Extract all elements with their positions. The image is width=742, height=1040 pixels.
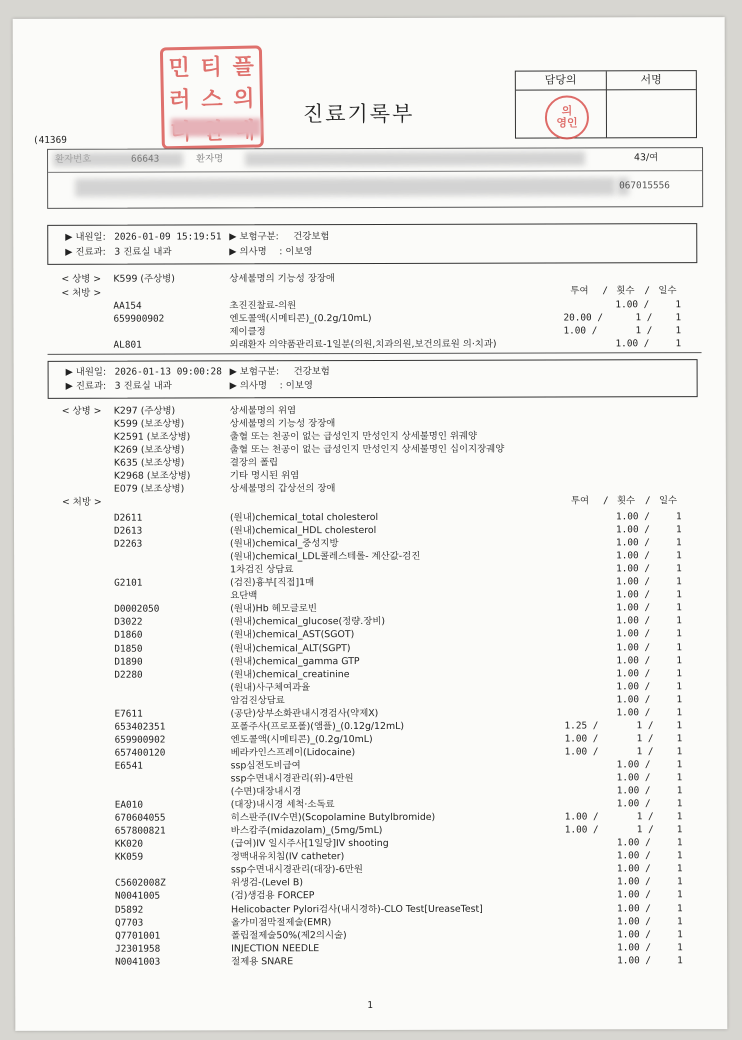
order-description: (원내)chemical_AST(SGOT) bbox=[230, 629, 355, 641]
order-times: 1.00 / bbox=[617, 915, 651, 927]
order-days: 1 bbox=[676, 537, 682, 549]
order-days: 1 bbox=[676, 524, 682, 536]
order-code: D2263 bbox=[114, 538, 143, 550]
order-times: 1 / bbox=[636, 746, 654, 758]
order-times: 1 / bbox=[635, 312, 653, 324]
order-description: 바스캄주(midazolam)_(5mg/5mL) bbox=[230, 825, 383, 837]
diagnosis-name: 상세불명의 기능성 장장애 bbox=[229, 418, 336, 430]
order-times: 1 / bbox=[636, 811, 654, 823]
document-title: 진료기록부 bbox=[302, 101, 415, 127]
order-times: 1.00 / bbox=[616, 537, 650, 549]
diagnosis-name: 상세불명의 기능성 장장애 bbox=[229, 273, 335, 285]
diagnosis-code: K2591 (보조상병) bbox=[113, 431, 191, 443]
order-times: 1.00 / bbox=[616, 876, 651, 888]
order-description: (검)생검용 FORCEP bbox=[230, 890, 315, 902]
order-code: D0002050 bbox=[114, 603, 160, 616]
order-dose: 1.00 / bbox=[563, 325, 598, 337]
visit-2-date: 2026-01-13 09:00:28 bbox=[114, 366, 222, 378]
order-description: (공단)상부소화관내시경검사(약제X) bbox=[230, 707, 379, 720]
order-code: G2101 bbox=[114, 577, 143, 589]
order-times: 1.00 / bbox=[616, 902, 651, 914]
order-code: D2613 bbox=[114, 525, 143, 537]
order-days: 1 bbox=[676, 733, 683, 745]
order-times: 1.00 / bbox=[616, 654, 651, 666]
patient-number-label: 환자번호 bbox=[55, 153, 92, 165]
order-days: 1 bbox=[676, 667, 683, 679]
order-description: 올가미점막절제술(EMR) bbox=[231, 916, 332, 928]
order-description: 위생검-(Level B) bbox=[230, 877, 303, 889]
order-days: 1 bbox=[675, 325, 682, 337]
order-days: 1 bbox=[676, 641, 682, 653]
order-times: 1.00 / bbox=[617, 928, 651, 940]
order-description: (원내)chemical_gamma GTP bbox=[230, 655, 360, 667]
order-description: 히스판주(IV수면)(Scopolamine Butylbromide) bbox=[230, 811, 436, 824]
visit-2-doctor: : 이보영 bbox=[279, 380, 313, 392]
order-code: J2301958 bbox=[115, 943, 161, 955]
order-times: 1.00 / bbox=[617, 941, 651, 953]
order-description: (원내)사구체여과율 bbox=[230, 681, 311, 694]
diagnosis-code: K635 (보조상병) bbox=[113, 457, 185, 469]
order-description: 제이클정 bbox=[229, 326, 266, 338]
order-times: 1.00 / bbox=[616, 680, 651, 692]
order-code: EA010 bbox=[114, 799, 143, 811]
order-days: 1 bbox=[676, 563, 682, 575]
order-description: 정맥내유치침(IV catheter) bbox=[230, 851, 345, 863]
order-code: Q7701001 bbox=[115, 930, 161, 942]
order-description: 외래환자 의약품관리료-1일분(의원,치과의원,보건의료원 의·치과) bbox=[229, 338, 497, 351]
order-times: 1.00 / bbox=[615, 511, 650, 523]
order-days: 1 bbox=[676, 824, 683, 836]
clinic-seal-stamp: 민 티 플 러 스 의 bbox=[160, 45, 264, 149]
order-times: 1.00 / bbox=[616, 667, 651, 679]
doctor-seal-stamp: 의 영인 bbox=[545, 95, 589, 139]
order-times: 1.00 / bbox=[615, 299, 650, 311]
order-days: 1 bbox=[676, 889, 683, 901]
signature-box bbox=[515, 70, 697, 138]
order-description: (원내)chemical_total cholesterol bbox=[229, 511, 379, 524]
order-code: D1890 bbox=[114, 656, 143, 668]
order-times: 1 / bbox=[635, 325, 653, 337]
order-days: 1 bbox=[676, 876, 683, 888]
order-description: (원내)chemical_glucose(정량.장비) bbox=[230, 616, 386, 628]
order-times: 1 / bbox=[636, 733, 654, 745]
order-code: E6541 bbox=[114, 760, 143, 772]
order-days: 1 bbox=[676, 837, 683, 849]
order-times: 1.00 / bbox=[616, 524, 650, 536]
order-code: E7611 bbox=[114, 708, 143, 720]
order-times: 1.00 / bbox=[616, 550, 650, 562]
order-code: D1860 bbox=[114, 630, 143, 642]
visit-1-doctor: : 이보영 bbox=[279, 246, 313, 258]
order-days: 1 bbox=[676, 759, 683, 771]
order-days: 1 bbox=[676, 863, 683, 875]
order-days: 1 bbox=[676, 550, 682, 562]
patient-age-sex: 43/여 bbox=[634, 152, 659, 164]
order-days: 1 bbox=[676, 706, 683, 718]
order-dose: 1.00 / bbox=[564, 733, 599, 745]
order-description: 폴립절제술50%(제2의시술) bbox=[231, 929, 347, 941]
order-description: 절제용 SNARE bbox=[231, 955, 294, 968]
patient-phone: 067015556 bbox=[619, 180, 670, 192]
order-days: 1 bbox=[676, 785, 683, 797]
order-times: 1.00 / bbox=[616, 772, 651, 784]
order-dose: 1.00 / bbox=[564, 824, 599, 836]
redacted-block bbox=[171, 118, 261, 136]
order-times: 1.00 / bbox=[616, 602, 651, 614]
order-dose: 1.25 / bbox=[564, 720, 599, 732]
order-times: 1.00 / bbox=[616, 641, 651, 653]
order-description: (대장)내시경 세척·소독료 bbox=[230, 799, 335, 811]
order-times: 1.00 / bbox=[615, 338, 650, 350]
order-code: D3022 bbox=[114, 616, 143, 629]
order-times: 1 / bbox=[636, 824, 654, 836]
diagnosis-code: E079 (보조상병) bbox=[113, 483, 185, 495]
order-code: AA154 bbox=[113, 300, 142, 312]
order-times: 1.00 / bbox=[616, 785, 651, 797]
patient-id-prefix: (41369 bbox=[32, 134, 67, 146]
order-times: 1.00 / bbox=[616, 889, 651, 901]
order-description: (수면)대장내시경 bbox=[230, 786, 302, 798]
visit-1-date: 2026-01-09 15:19:51 bbox=[114, 231, 222, 243]
order-times: 1.00 / bbox=[616, 615, 651, 627]
order-days: 1 bbox=[676, 719, 683, 731]
order-times: 1 / bbox=[636, 720, 654, 732]
patient-number: 66643 bbox=[131, 153, 160, 165]
diagnosis-code: K599 (보조상병) bbox=[113, 418, 185, 430]
order-days: 1 bbox=[676, 902, 683, 914]
order-days: 1 bbox=[676, 576, 682, 588]
order-code: 659900902 bbox=[114, 734, 166, 746]
visit-2-diag-label: < 상병 > bbox=[61, 405, 102, 417]
document-page: 민 티 플 러 스 의 진료기록부 담당의 서명 의 영인 (41369 환자번호 66643 환자명 43/여 067015556 ▶ 내원일: 2026-01-09 15:19:51 ▶ 보험구분: 건강보험 ▶ 진료과: 3 진료실 내과 ▶ 의사명 : 이보영 < 상병 > < 처방 > 투여 / 횟수 / 일수 K599 (주상병) 상세불명의 기능성 장장애 AA154 초진진찰료-의원 1.00 / 1 659900902 엔도콜액(시메티콘)_(0.2g/10mL) 20.00 / 1 / 1 제이클정 1.00 / 1 / 1 AL801 외래환자 의약품관리료-1일분(의원,치과의원,보건의료원 의·치과) 1.00 / 1 ▶ 내원일: 2026-01-13 09:00:28 ▶ 보험구분: 건강보험 ▶ 진료과: 3 진료실 내과 ▶ 의사명 : 이보영 < 상병 > < 처방 > 투여 / 횟수 / 일수 K297 (주상병) 상세불명의 위염 K599 (보조상병) 상세불명의 기능성 장장애 K2591 (보조상병) 출혈 또는 천공이 없는 급성인지 만성인지 상세불명인 위궤양 K269 (보조상병) 출혈 또는 천공이 없는 급성인지 만성인지 상세불명인 십이지장궤양 K635 (보조상병) 결장의 폴립 K2968 (보조상병) 기타 명시된 위염 E079 (보조상병) 상세불명의 갑상선의 장애 D2611 (원내)chemical_total cholesterol 1.00 / 1 D2613 (원내)chemical_HDL cholesterol 1.00 / 1 D2263 (원내)chemical_중성지방 1.00 / 1 (원내)chemical_LDL콜레스테롤- 계산값-검진 1.00 / 1 1차검진 상담료 1.00 / 1 G2101 (검진)흉부[직접]1매 1.00 / 1 요단백 1.00 / 1 D0002050 (원내)Hb 헤모글로빈 1.00 / 1 D3022 (원내)chemical_glucose(정량.장비) 1.00 / 1 D1860 (원내)chemical_AST(SGOT) 1.00 / 1 D1850 (원내)chemical_ALT(SGPT) 1.00 / 1 D1890 (원내)chemical_gamma GTP 1.00 / 1 D2280 (원내)chemical_creatinine 1.00 / 1 (원내)사구체여과율 1.00 / 1 암검진상담료 1.00 / 1 E7611 (공단)상부소화관내시경검사(약제X) 1.00 / 1 653402351 포폴주사(프로포폴)(앰플)_(0.12g/12mL) 1.25 / 1 / 1 659900902 엔도콜액(시메티콘)_(0.2g/10mL) 1.00 / 1 / 1 657400120 베라카인스프레이(Lidocaine) 1.00 / 1 / 1 E6541 ssp심전도비급여 1.00 / 1 ssp수면내시경관리(위)-4만원 1.00 / 1 (수면)대장내시경 1.00 / 1 EA010 (대장)내시경 세척·소독료 1.00 / 1 670604055 히스판주(IV수면)(Scopolamine Butylbromide) 1.00 / 1 / 1 657800821 바스캄주(midazolam)_(5mg/5mL) 1.00 / 1 / 1 KK020 (급여)IV 일시주사[1일당]IV shooting 1.00 / 1 KK059 정맥내유치침(IV catheter) 1.00 / 1 ssp수면내시경관리(대장)-6만원 1.00 / 1 C5602008Z 위생검-(Level B) 1.00 / 1 N0041005 (검)생검용 FORCEP 1.00 / 1 D5892 Helicobacter Pylori검사(내시경하)-CLO Test[UreaseTest] 1.00 / 1 Q7703 올가미점막절제술(EMR) 1.00 / 1 Q7701001 폴립절제술50%(제2의시술) 1.00 / 1 J2301958 INJECTION NEEDLE 1.00 / 1 N0041003 절제용 SNARE 1.00 / 1 1 bbox=[13, 17, 728, 1031]
order-code: 657800821 bbox=[114, 825, 166, 837]
order-description: (원내)Hb 헤모글로빈 bbox=[230, 603, 317, 615]
order-days: 1 bbox=[676, 811, 683, 823]
order-days: 1 bbox=[676, 602, 682, 614]
order-code: Q7703 bbox=[115, 917, 144, 929]
order-description: (원내)chemical_creatinine bbox=[230, 668, 350, 680]
order-code: AL801 bbox=[113, 339, 142, 351]
order-days: 1 bbox=[676, 798, 683, 810]
order-description: (검진)흉부[직접]1매 bbox=[230, 577, 315, 589]
order-code: D2280 bbox=[114, 669, 143, 681]
order-description: ssp심전도비급여 bbox=[230, 760, 301, 772]
order-days: 1 bbox=[676, 589, 682, 601]
order-days: 1 bbox=[677, 941, 683, 953]
order-code: D1850 bbox=[114, 643, 143, 655]
order-times: 1.00 / bbox=[616, 798, 651, 810]
doctor-in-charge-label: 담당의 bbox=[516, 71, 607, 89]
order-days: 1 bbox=[675, 299, 682, 311]
order-code: N0041005 bbox=[114, 890, 161, 903]
order-code: 653402351 bbox=[114, 721, 166, 733]
order-times: 1.00 / bbox=[616, 563, 651, 575]
order-dose: 20.00 / bbox=[563, 312, 603, 324]
order-days: 1 bbox=[677, 928, 683, 940]
order-description: 포폴주사(프로포폴)(앰플)_(0.12g/12mL) bbox=[230, 720, 405, 733]
order-description: 암검진상담료 bbox=[230, 694, 285, 707]
order-days: 1 bbox=[676, 746, 683, 758]
visit-2-dept: 3 진료실 내과 bbox=[114, 380, 172, 392]
order-days: 1 bbox=[676, 680, 683, 692]
order-days: 1 bbox=[676, 615, 682, 627]
order-description: ssp수면내시경관리(대장)-6만원 bbox=[230, 864, 363, 876]
diagnosis-code: K269 (보조상병) bbox=[113, 444, 185, 456]
visit-1-insurance: 건강보험 bbox=[293, 231, 330, 243]
order-description: ssp수면내시경관리(위)-4만원 bbox=[230, 773, 354, 785]
divider bbox=[48, 352, 702, 355]
order-description: (원내)chemical_LDL콜레스테롤- 계산값-검진 bbox=[230, 551, 421, 563]
order-description: 베라카인스프레이(Lidocaine) bbox=[230, 746, 356, 759]
diagnosis-code: K297 (주상병) bbox=[113, 405, 176, 417]
order-days: 1 bbox=[675, 338, 682, 350]
diagnosis-name: 상세불명의 위염 bbox=[229, 405, 297, 417]
order-times: 1.00 / bbox=[617, 954, 652, 967]
order-code: C5602008Z bbox=[114, 877, 166, 890]
order-code: D5892 bbox=[114, 904, 144, 916]
order-days: 1 bbox=[675, 511, 682, 523]
diagnosis-code: K599 (주상병) bbox=[113, 273, 175, 285]
order-days: 1 bbox=[677, 954, 683, 966]
diagnosis-name: 출혈 또는 천공이 없는 급성인지 만성인지 상세불명인 위궤양 bbox=[229, 430, 478, 443]
visit-2-insurance: 건강보험 bbox=[293, 366, 330, 378]
order-times: 1.00 / bbox=[616, 628, 651, 640]
order-description: 요단백 bbox=[230, 590, 258, 602]
diagnosis-name: 기타 명시된 위염 bbox=[229, 470, 300, 482]
order-dose: 1.00 / bbox=[564, 811, 599, 823]
visit-1-dept: 3 진료실 내과 bbox=[114, 246, 172, 258]
order-code: KK059 bbox=[114, 851, 144, 863]
order-code: D2611 bbox=[113, 512, 143, 524]
order-code: KK020 bbox=[114, 838, 144, 850]
order-days: 1 bbox=[676, 850, 683, 862]
order-description: (급여)IV 일시주사[1일당]IV shooting bbox=[230, 838, 389, 850]
order-days: 1 bbox=[676, 654, 683, 666]
visit-2-rx-label: < 처방 > bbox=[61, 496, 102, 508]
order-description: 1차검진 상담료 bbox=[230, 564, 294, 576]
order-code: N0041003 bbox=[115, 956, 161, 968]
order-days: 1 bbox=[677, 915, 683, 927]
visit-1-diag-label: < 상병 > bbox=[61, 273, 102, 285]
order-dose: 1.00 / bbox=[564, 746, 599, 758]
order-days: 1 bbox=[676, 693, 683, 705]
order-code: 657400120 bbox=[114, 747, 166, 759]
order-times: 1.00 / bbox=[616, 863, 651, 875]
visit-2-header bbox=[48, 359, 698, 399]
diagnosis-name: 결장의 폴립 bbox=[229, 457, 279, 469]
diagnosis-code: K2968 (보조상병) bbox=[113, 470, 191, 482]
order-description: (원내)chemical_HDL cholesterol bbox=[230, 525, 377, 537]
order-description: Helicobacter Pylori검사(내시경하)-CLO Test[UreaseTest] bbox=[230, 903, 483, 915]
order-times: 1.00 / bbox=[616, 693, 651, 706]
order-description: 엔도콜액(시메티콘)_(0.2g/10mL) bbox=[230, 733, 373, 746]
visit-1-rx-label: < 처방 > bbox=[61, 287, 102, 299]
diagnosis-name: 출혈 또는 천공이 없는 급성인지 만성인지 상세불명인 십이지장궤양 bbox=[229, 443, 505, 456]
order-times: 1.00 / bbox=[616, 707, 651, 719]
order-code: 670604055 bbox=[114, 812, 166, 824]
order-times: 1.00 / bbox=[616, 759, 651, 771]
order-days: 1 bbox=[676, 628, 682, 640]
page-number: 1 bbox=[367, 999, 373, 1012]
order-description: INJECTION NEEDLE bbox=[231, 942, 320, 955]
order-times: 1.00 / bbox=[616, 576, 651, 588]
order-days: 1 bbox=[676, 772, 683, 784]
order-times: 1.00 / bbox=[616, 837, 651, 849]
order-description: (원내)chemical_ALT(SGPT) bbox=[230, 642, 351, 654]
order-times: 1.00 / bbox=[616, 850, 651, 862]
order-times: 1.00 / bbox=[616, 589, 651, 601]
order-description: 엔도콜액(시메티콘)_(0.2g/10mL) bbox=[229, 312, 372, 325]
patient-name-label: 환자명 bbox=[196, 153, 224, 165]
signature-label: 서명 bbox=[640, 73, 662, 87]
order-description: (원내)chemical_중성지방 bbox=[230, 538, 339, 550]
order-days: 1 bbox=[675, 312, 682, 324]
diagnosis-name: 상세불명의 갑상선의 장애 bbox=[229, 483, 336, 495]
order-code: 659900902 bbox=[113, 313, 165, 325]
order-description: 초진진찰료-의원 bbox=[229, 300, 297, 312]
